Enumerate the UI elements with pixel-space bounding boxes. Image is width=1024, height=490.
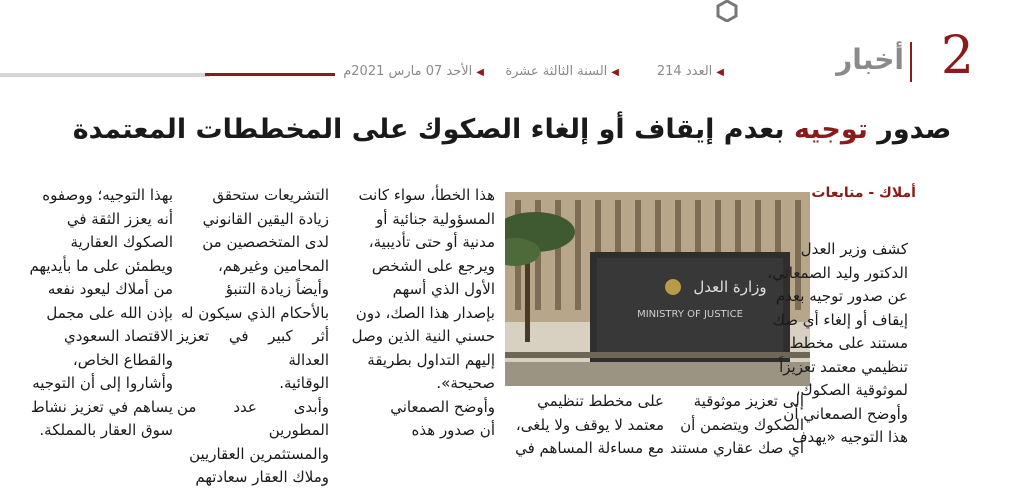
- newspaper-logo-icon: [716, 0, 738, 22]
- article-headline: [0, 114, 1024, 145]
- header-rule-accent: [205, 73, 335, 76]
- section-divider: [910, 42, 912, 82]
- headline-accent: توجيه: [793, 114, 868, 145]
- header-rule: [0, 73, 210, 77]
- section-name: أخبار: [836, 43, 904, 76]
- marker-icon: ◀: [716, 67, 724, 78]
- issue-number: [657, 64, 724, 79]
- issue-text: العدد 214: [656, 64, 713, 79]
- sign-arabic-text: وزارة العدل: [693, 278, 767, 296]
- sign-english-text: MINISTRY OF JUSTICE: [637, 309, 743, 320]
- issue-date: [343, 64, 484, 79]
- article-column-6: بهذا التوجيه؛ ووصفوه أنه يعزز الثقة في الصكوك العقارية ويطمئن على ما بأيديهم من أملاك ليعود نفعه بإذن الله على مجمل الاقتصاد السعودي والقطاع الخاص، وأشاروا إلى أن التوجيه يساهم في تعزيز نشاط سوق العقار بالمملكة.: [29, 186, 173, 439]
- issue-year: [505, 64, 619, 79]
- article-column-5: التشريعات ستحقق زيادة اليقين القانوني لدى المتخصصين من المحامين وغيرهم، وأيضاً زيادة التنبؤ بالأحكام الذي سيكون له أثر كبير في تعزيز العدالة الوقائية. وأبدى عدد من المطورين والمستثمرين العقاريين وملاك العقار سعادتهم: [177, 186, 329, 486]
- marker-icon: ◀: [476, 67, 484, 78]
- article-column-4: هذا الخطأ، سواء كانت المسؤولية جنائية أو مدنية أو حتى تأديبية، ويرجع على الشخص الأول الذي أسهم بإصدار هذا الصك، دون حسني النية الذين وصل إليهم التداول بطريقة صحيحة». وأوضح الصمعاني أن صدور هذه: [351, 186, 495, 439]
- year-text: السنة الثالثة عشرة: [505, 64, 608, 79]
- marker-icon: ◀: [611, 67, 619, 78]
- article-column-1: كشف وزير العدل الدكتور وليد الصمعاني، عن صدور توجيه بعدم إيقاف أو إلغاء أي صك مستند على مخطط تنظيمي معتمد تعزيزاً لموثوقية الصكوك، وأوضح الصمعاني أن هذا التوجيه «يهدف: [767, 240, 908, 446]
- category-tag: أملاك - متابعات: [811, 185, 916, 201]
- headline-rest: بعدم إيقاف أو إلغاء الصكوك على المخططات المعتمدة: [72, 114, 785, 145]
- page-number: 2: [940, 26, 974, 86]
- date-text: الأحد 07 مارس 2021م: [343, 64, 473, 79]
- article-column-3-lower: على مخطط تنظيمي معتمد لا يوقف ولا يلغى، مع مساءلة المساهم في: [515, 392, 664, 457]
- headline-prefix: صدور: [877, 114, 952, 145]
- article-column-2-lower: إلى تعزيز موثوقية الصكوك ويتضمن أن أي صك عقاري مستند: [669, 392, 804, 457]
